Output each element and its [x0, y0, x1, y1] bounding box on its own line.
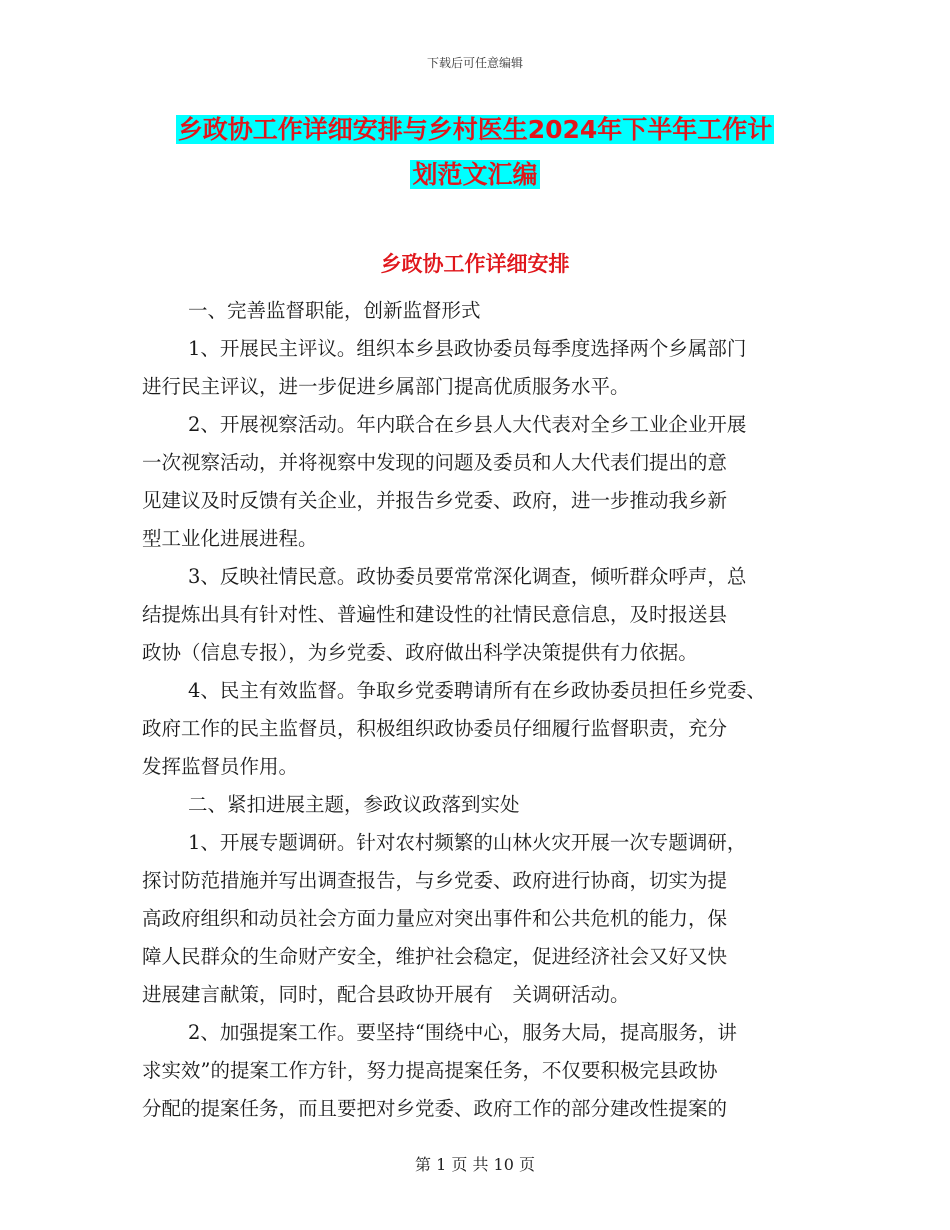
paragraph-line: 分配的提案任务，而且要把对乡党委、政府工作的部分建改性提案的 [142, 1097, 728, 1120]
paragraph-line: 型工业化进展进程。 [142, 527, 318, 550]
heading-1: 一、完善监督职能，创新监督形式 [188, 299, 481, 322]
paragraph-line: 发挥监督员作用。 [142, 755, 299, 778]
paragraph-line: 高政府组织和动员社会方面力量应对突出事件和公共危机的能力，保 [142, 907, 728, 930]
paragraph-line: 3、反映社情民意。政协委员要常常深化调查，倾听群众呼声，总 [188, 565, 747, 588]
paragraph-line: 2、开展视察活动。年内联合在乡县人大代表对全乡工业企业开展 [188, 413, 747, 436]
paragraph-line: 障人民群众的生命财产安全，维护社会稳定，促进经济社会又好又快 [142, 945, 728, 968]
heading-2: 二、紧扣进展主题，参政议政落到实处 [188, 793, 520, 816]
document-title-line-2: 划范文汇编 [412, 160, 538, 189]
paragraph-line: 4、民主有效监督。争取乡党委聘请所有在乡政协委员担任乡党委、 [188, 679, 766, 702]
paragraph-line: 求实效”的提案工作方针，努力提高提案任务，不仅要积极完县政协 [142, 1059, 718, 1082]
paragraph-line: 2、加强提案工作。要坚持“围绕中心，服务大局，提高服务，讲 [188, 1021, 737, 1044]
paragraph-line: 进展建言献策，同时，配合县政协开展有 关调研活动。 [142, 983, 630, 1006]
page-footer: 第 1 页 共 10 页 [415, 1155, 535, 1174]
paragraph-line: 进行民主评议，进一步促进乡属部门提高优质服务水平。 [142, 375, 630, 398]
paragraph-line: 结提炼出具有针对性、普遍性和建设性的社情民意信息，及时报送县 [142, 603, 728, 626]
paragraph-line: 探讨防范措施并写出调查报告，与乡党委、政府进行协商，切实为提 [142, 869, 728, 892]
document-title-line-1: 乡政协工作详细安排与乡村医生2024年下半年工作计 [177, 115, 773, 144]
paragraph-line: 1、开展民主评议。组织本乡县政协委员每季度选择两个乡属部门 [188, 337, 747, 360]
paragraph-line: 一次视察活动，并将视察中发现的问题及委员和人大代表们提出的意 [142, 451, 728, 474]
paragraph-line: 政府工作的民主监督员，积极组织政协委员仔细履行监督职责，充分 [142, 717, 728, 740]
paragraph-line: 见建议及时反馈有关企业，并报告乡党委、政府，进一步推动我乡新 [142, 489, 728, 512]
paragraph-line: 1、开展专题调研。针对农村频繁的山林火灾开展一次专题调研， [188, 831, 747, 854]
section-title: 乡政协工作详细安排 [380, 252, 570, 276]
paragraph-line: 政协（信息专报），为乡党委、政府做出科学决策提供有力依据。 [142, 641, 698, 664]
header-note: 下载后可任意编辑 [426, 56, 523, 70]
